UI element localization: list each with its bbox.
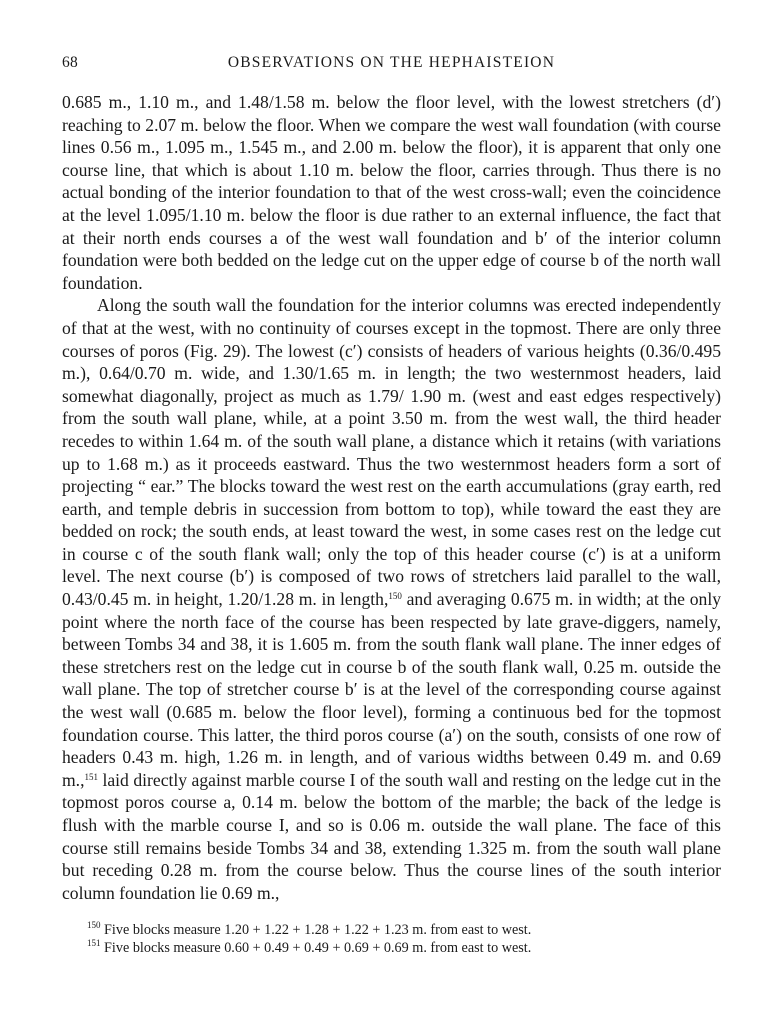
footnote-number: 150 xyxy=(87,920,101,930)
paragraph-continued xyxy=(62,91,721,294)
footnote-text: Five blocks measure 1.20 + 1.22 + 1.28 + 1.22 + 1.23 m. from east to west. xyxy=(104,922,532,938)
paragraph-text: and averaging 0.675 m. in width; at the only point where the north face of the course has been respected by late grave-diggers, namely, between Tombs 34 and 38, it is 1.605 m. from the south flank wall plane. The inner edges of these stretchers rest on the ledge cut in course b of the south flank wall, 0.25 m. outside the wall plane. The top of stretcher course b′ is at the level of the corresponding course against the west wall (0.685 m. below the floor level), forming a continuous bed for the topmost foundation course. This latter, the third poros course (a′) on the south, consists of one row of headers 0.43 m. high, 1.26 m. in length, and of various widths between 0.49 m. and 0.69 m., xyxy=(62,589,722,790)
page-number: 68 xyxy=(62,54,79,71)
footnote-ref-151: 151 xyxy=(84,771,98,782)
footnote-150 xyxy=(87,921,727,939)
paragraph-text: Along the south wall the foundation for the interior columns was erected independently of that at the west, with no continuity of courses except in the topmost. There are only three courses of poros (Fig. 29). The lowest (c′) consists of headers of various heights (0.36/0.495 m.), 0.64/0.70 m. wide, and 1.30/1.65 m. in length; the two westernmost headers, laid somewhat diagonally, project as much as 1.79/ 1.90 m. (west and east edges respectively) from the south wall plane, while, at a point 3.50 m. from the west wall, the third header recedes to within 1.64 m. of the south wall plane, a distance which it retains (with variations up to 1.68 m.) as it proceeds eastward. Thus the two westernmost headers form a sort of projecting “ ear.” The blocks toward the west rest on the earth accumulations (gray earth, red earth, and temple debris in succession from bottom to top), while toward the east they are bedded on rock; the south ends, at least toward the west, in some cases rest on the ledge cut in course c of the south flank wall; only the top of this header course (c′) is at a uniform level. The next course (b′) is composed of two rows of stretchers laid parallel to the wall, 0.43/0.45 m. in height, 1.20/1.28 m. in length, xyxy=(62,295,721,610)
footnote-ref-150: 150 xyxy=(388,591,402,602)
body-text xyxy=(62,91,721,904)
page-header xyxy=(62,54,721,76)
footnote-text: Five blocks measure 0.60 + 0.49 + 0.49 + 0.69 + 0.69 m. from east to west. xyxy=(104,940,532,956)
paragraph-text: laid directly against marble course I of the south wall and resting on the ledge cut in the topmost poros course a, 0.14 m. below the bottom of the marble; the back of the ledge is flush with the marble course I, and so is 0.06 m. outside the wall plane. The face of this course still remains beside Tombs 34 and 38, extending 1.325 m. from the south wall plane but receding 0.28 m. from the course below. Thus the course lines of the south interior column foundation lie 0.69 m., xyxy=(62,769,721,903)
paragraph-text: 0.685 m., 1.10 m., and 1.48/1.58 m. below the floor level, with the lowest stretchers (d′) reaching to 2.07 m. below the floor. When we compare the west wall foundation (with course lines 0.56 m., 1.095 m., 1.545 m., and 2.00 m. below the floor), it is apparent that only one course line, that which is about 1.10 m. below the floor, carries through. Thus there is no actual bonding of the interior foundation to that of the west cross-wall; even the coincidence at the level 1.095/1.10 m. below the floor is due rather to an external influence, the fact that at their north ends courses a of the west wall foundation and b′ of the interior column foundation were both bedded on the ledge cut on the upper edge of course b of the north wall foundation. xyxy=(62,92,721,293)
footnote-151 xyxy=(87,939,727,957)
paragraph xyxy=(62,294,721,904)
footnote-number: 151 xyxy=(87,938,101,948)
footnotes xyxy=(87,921,727,957)
running-title: OBSERVATIONS ON THE HEPHAISTEION xyxy=(227,54,556,71)
